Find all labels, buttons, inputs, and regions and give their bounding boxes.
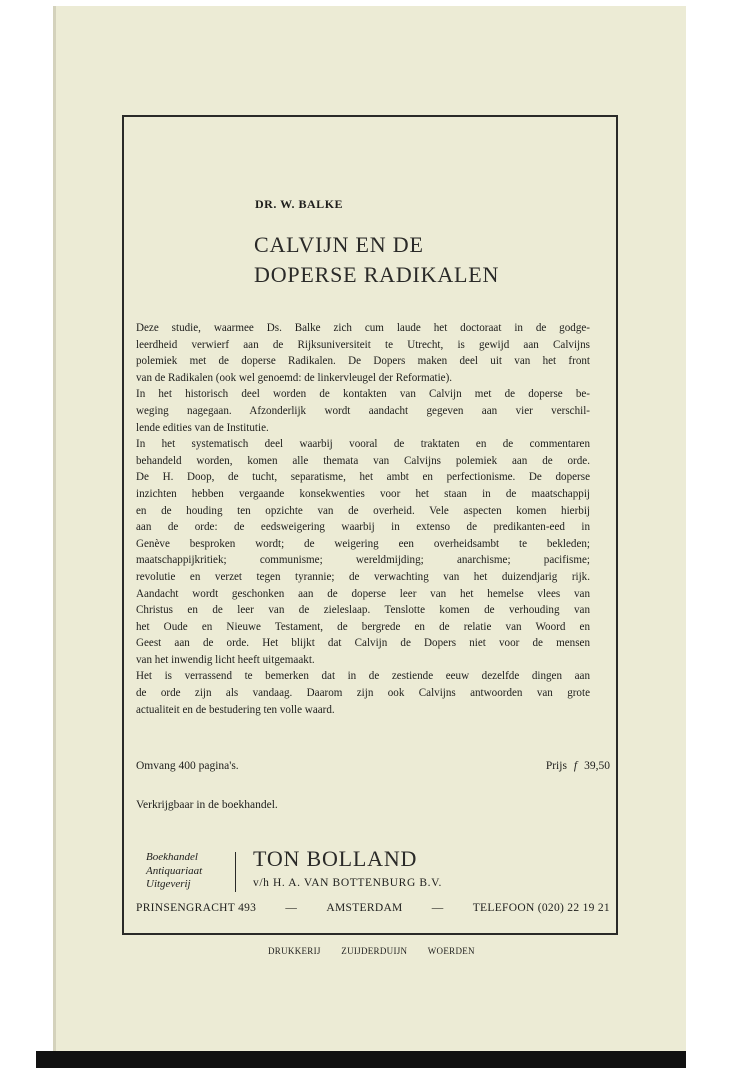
- description-line: het Oude en Nieuwe Testament, de bergrede en de relatie van Woord en: [136, 620, 590, 633]
- printer-name-1: DRUKKERIJ: [268, 946, 321, 956]
- book-description: [136, 320, 590, 718]
- description-line: Christus en de leer van de zieleslaap. Tenslotte komen de verhouding van: [136, 604, 590, 617]
- printer-name-2: ZUIJDERDUIJN: [341, 946, 408, 956]
- publisher-former-name: v/h H. A. VAN BOTTENBURG B.V.: [253, 877, 442, 889]
- description-line: Deze studie, waarmee Ds. Balke zich cum laude het doctoraat in de godge-: [136, 322, 590, 334]
- publisher-divider: [235, 852, 236, 892]
- author-name: DR. W. BALKE: [255, 197, 344, 211]
- description-line: maatschappijkritiek; communisme; wereldmijding; anarchisme; pacifisme;: [136, 554, 590, 567]
- address-street: PRINSENGRACHT 493: [136, 902, 257, 914]
- price: [546, 760, 610, 772]
- description-line: van het inwendig licht heeft uitgemaakt.: [136, 653, 315, 666]
- description-line: Aandacht wordt geschonken aan de doperse leer van het hemelse vlees van: [136, 587, 590, 600]
- description-line: In het historisch deel worden de kontakten van Calvijn met de doperse be-: [136, 388, 590, 401]
- printer-imprint: [268, 946, 493, 956]
- publisher-name: TON BOLLAND: [253, 846, 418, 871]
- description-line: inzichten hebben vergaande konsekwenties voor het staan in de maatschappij: [136, 487, 590, 500]
- description-line: leerdheid verwierf aan de Rijksuniversiteit te Utrecht, is gewijd aan Calvijns: [136, 338, 590, 351]
- price-value: 39,50: [584, 760, 610, 772]
- description-line: weging nagegaan. Afzonderlijk wordt aandacht gegeven aan vier verschil-: [136, 404, 590, 417]
- price-label: Prijs: [545, 760, 567, 772]
- price-currency: f: [573, 760, 578, 772]
- publisher-address: [136, 902, 610, 914]
- book-title-line-1: CALVIJN EN DE: [254, 232, 424, 257]
- description-line: de orde zijn als vandaag. Daarom zijn ook Calvijns antwoorden van grote: [136, 687, 590, 700]
- description-line: van de Radikalen (ook wel genoemd: de linkervleugel der Reformatie).: [136, 371, 453, 384]
- availability-note: Verkrijgbaar in de boekhandel.: [136, 799, 278, 811]
- scan-bottom-border: [36, 1051, 686, 1068]
- book-title: [254, 230, 584, 290]
- address-separator: —: [431, 902, 444, 914]
- page-edge-shadow: [53, 6, 56, 1054]
- publisher-roles: [146, 851, 228, 892]
- description-line: revolutie en verzet tegen tyrannie; de verwachting van het duizendjarig rijk.: [136, 570, 590, 583]
- description-line: lende edities van de Institutie.: [136, 421, 269, 434]
- specs-row: [136, 760, 610, 772]
- publisher-role: Antiquariaat: [146, 864, 203, 877]
- publisher-role: Uitgeverij: [146, 878, 191, 890]
- description-line: behandeld worden, komen alle themata van Calvijns polemiek aan de orde.: [136, 454, 590, 467]
- address-separator: —: [285, 902, 298, 914]
- book-title-line-2: DOPERSE RADIKALEN: [254, 262, 500, 287]
- description-line: aan de orde: de eedsweigering waarbij in extenso de predikanten-eed in: [136, 521, 590, 534]
- description-line: en de houding ten opzichte van de overheid. Vele aspecten komen hierbij: [136, 504, 590, 517]
- description-line: polemiek met de doperse Radikalen. De Dopers maken deel uit van het front: [136, 355, 590, 368]
- description-line: Geest aan de orde. Het blijkt dat Calvijn de Dopers niet voor de mensen: [136, 637, 590, 650]
- printer-city: WOERDEN: [427, 946, 475, 956]
- description-line: actualiteit en de bestudering ten volle waard.: [136, 703, 335, 716]
- description-line: De H. Doop, de tucht, separatisme, het ambt en perfectionisme. De doperse: [136, 471, 590, 484]
- address-city: AMSTERDAM: [326, 902, 403, 914]
- address-phone: TELEFOON (020) 22 19 21: [472, 902, 610, 914]
- description-line: Het is verrassend te bemerken dat in de zestiende eeuw dezelfde dingen aan: [136, 670, 590, 683]
- description-line: Genève besproken wordt; de weigering een overheidsambt te bekleden;: [136, 537, 590, 550]
- publisher-role: Boekhandel: [146, 851, 198, 863]
- page-count: Omvang 400 pagina's.: [136, 760, 239, 772]
- description-line: In het systematisch deel waarbij vooral de traktaten en de commentaren: [136, 438, 590, 451]
